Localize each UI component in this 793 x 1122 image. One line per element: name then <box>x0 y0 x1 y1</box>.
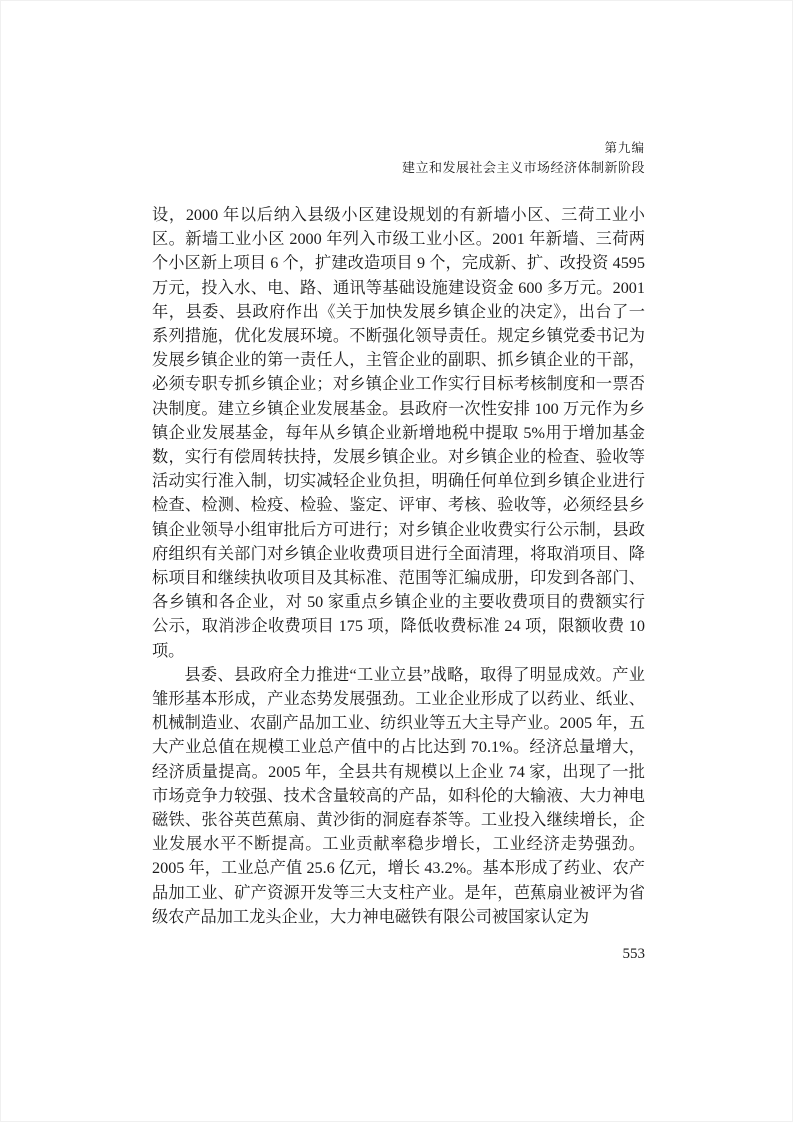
section-title: 建立和发展社会主义市场经济体制新阶段 <box>401 160 645 175</box>
page-body <box>152 203 645 929</box>
page-footer <box>152 945 645 963</box>
page-number: 553 <box>622 946 645 962</box>
paragraph-industry-strategy: 县委、县政府全力推进“工业立县”战略，取得了明显成效。产业雏形基本形成，产业态势发展强劲。工业企业形成了以药业、纸业、机械制造业、农副产品加工业、纺织业等五大主导产业。2005 年，五大产业总值在规模工业总产值中的占比达到 70.1%。经济总量增大，经济质量提高。2005 年，全县共有规模以上企业 74 家，出现了一批市场竞争力较强、技术含量较高的产品，如科伦的大输液、大力神电磁铁、张谷英芭蕉扇、黄沙街的洞庭春茶等。工业投入继续增长，企业发展水平不断提高。工业贡献率稳步增长，工业经济走势强劲。2005 年，工业总产值 25.6 亿元，增长 43.2%。基本形成了药业、农产品加工业、矿产资源开发等三大支柱产业。是年，芭蕉扇业被评为省级农产品加工龙头企业，大力神电磁铁有限公司被国家认定为 <box>152 665 645 926</box>
paragraph-continuation: 设，2000 年以后纳入县级小区建设规划的有新墙小区、三荷工业小区。新墙工业小区 2000 年列入市级工业小区。2001 年新墙、三荷两个小区新上项目 6 个，扩建改造项目 9 个，完成新、扩、改投资 4595 万元，投入水、电、路、通讯等基础设施建设资金 600 多万元。2001 年，县委、县政府作出《关于加快发展乡镇企业的决定》，出台了一系列措施，优化发展环境。不断强化领导责任。规定乡镇党委书记为发展乡镇企业的第一责任人，主管企业的副职、抓乡镇企业的干部，必须专职专抓乡镇企业；对乡镇企业工作实行目标考核制度和一票否决制度。建立乡镇企业发展基金。县政府一次性安排 100 万元作为乡镇企业发展基金，每年从乡镇企业新增地税中提取 5%用于增加基金数，实行有偿周转扶持，发展乡镇企业。对乡镇企业的检查、验收等活动实行准入制，切实减轻企业负担，明确任何单位到乡镇企业进行检查、检测、检疫、检验、鉴定、评审、考核、验收等，必须经县乡镇企业领导小组审批后方可进行；对乡镇企业收费实行公示制，县政府组织有关部门对乡镇企业收费项目进行全面清理，将取消项目、降标项目和继续执收项目及其标准、范围等汇编成册，印发到各部门、各乡镇和各企业，对 50 家重点乡镇企业的主要收费项目的费额实行公示，取消涉企收费项目 175 项，降低收费标准 24 项，限额收费 10 项。 <box>152 206 645 660</box>
section-number: 第九编 <box>604 141 645 155</box>
running-head <box>145 140 645 179</box>
